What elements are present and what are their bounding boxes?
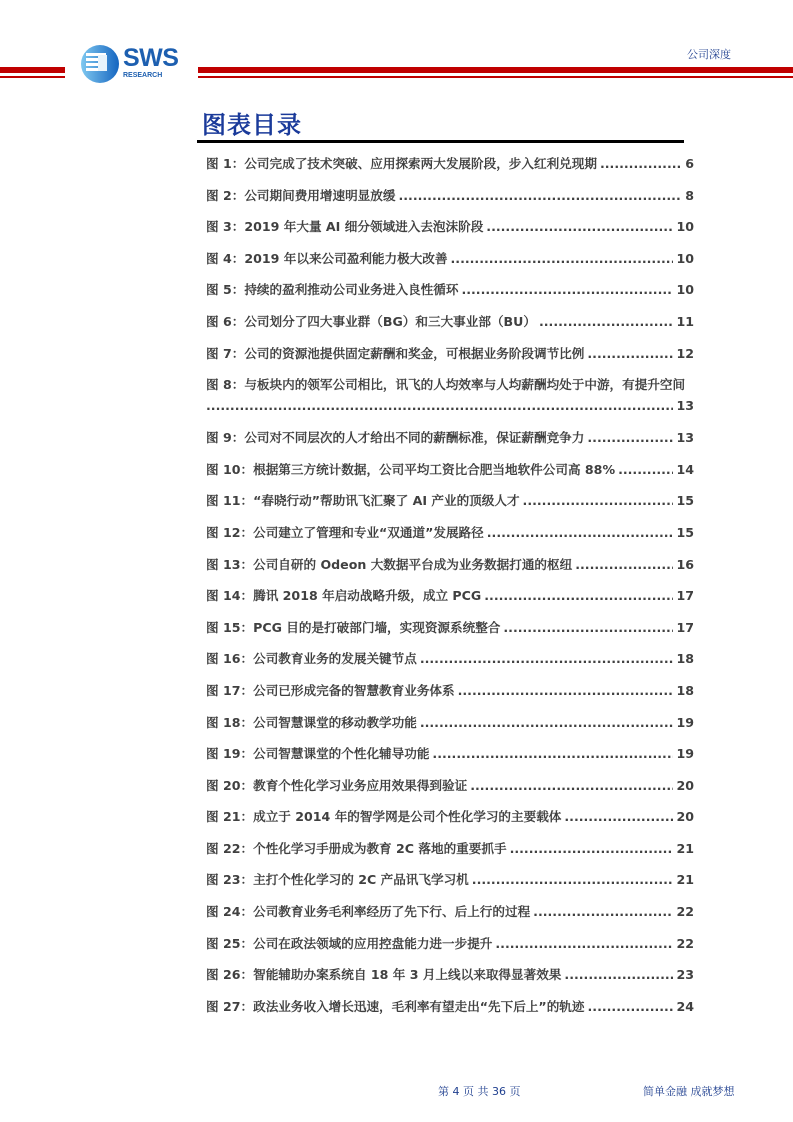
toc-entry-page: 15 [676, 524, 694, 540]
toc-entry-label: 图 5：持续的盈利推动公司业务进入良性循环 [206, 282, 459, 298]
toc-entry[interactable] [206, 186, 694, 218]
toc-entry-page: 13 [676, 430, 694, 446]
toc-entry-label: 图 12：公司建立了管理和专业“双通道”发展路径 [206, 524, 484, 540]
toc-entry[interactable] [206, 681, 694, 713]
toc-entry-page: 17 [676, 619, 694, 635]
toc-leader-dots [533, 902, 673, 922]
toc-leader-dots [432, 744, 673, 764]
toc-entry-label: 图 24：公司教育业务毛利率经历了先下行、后上行的过程 [206, 904, 531, 920]
toc-entry-label: 图 23：主打个性化学习的 2C 产品讯飞学习机 [206, 872, 469, 888]
toc-entry-label: 图 3：2019 年大量 AI 细分领域进入去泡沫阶段 [206, 219, 484, 235]
report-type-tag: 公司深度 [687, 48, 731, 61]
sws-logo [80, 44, 185, 84]
toc-entry-page: 19 [676, 746, 694, 762]
toc-entry[interactable] [206, 217, 694, 249]
toc-entry-page: 14 [676, 461, 694, 477]
toc-entry[interactable] [206, 555, 694, 587]
toc-entry-label: 图 13：公司自研的 Odeon 大数据平台成为业务数据打通的枢纽 [206, 556, 573, 572]
toc-entry[interactable] [206, 428, 694, 460]
toc-leader-dots [588, 997, 674, 1017]
toc-entry-page: 23 [676, 967, 694, 983]
toc-entry-page: 16 [676, 556, 694, 572]
toc-entry[interactable] [206, 839, 694, 871]
toc-entry[interactable] [206, 807, 694, 839]
toc-entry-page: 21 [676, 840, 694, 856]
toc-leader-dots [587, 344, 673, 364]
toc-entry[interactable] [206, 523, 694, 555]
toc-entry-label: 图 7：公司的资源池提供固定薪酬和奖金，可根据业务阶段调节比例 [206, 345, 585, 361]
toc-leader-dots [451, 249, 674, 269]
toc-entry[interactable] [206, 154, 694, 186]
toc-entry[interactable] [206, 744, 694, 776]
toc-entry-label: 图 9：公司对不同层次的人才给出不同的薪酬标准，保证薪酬竞争力 [206, 430, 585, 446]
toc-entry[interactable] [206, 902, 694, 934]
toc-leader-dots [587, 428, 673, 448]
toc-entry-page: 21 [676, 872, 694, 888]
toc-leader-dots [510, 839, 674, 859]
toc-entry-label: 图 15：PCG 目的是打破部门墙，实现资源系统整合 [206, 619, 501, 635]
toc-leader-dots [486, 217, 673, 237]
toc-entry-page: 22 [676, 935, 694, 951]
toc-entry-page: 12 [676, 345, 694, 361]
toc-leader-dots [564, 965, 673, 985]
toc-entry-page: 18 [676, 682, 694, 698]
toc-entry-page: 10 [676, 282, 694, 298]
toc-entry-label: 图 8：与板块内的领军公司相比，讯飞的人均效率与人均薪酬均处于中游，有提升空间 [206, 377, 686, 393]
figure-toc-list [206, 154, 694, 1028]
toc-entry-page: 6 [685, 156, 694, 171]
toc-entry-page: 20 [676, 777, 694, 793]
toc-leader-dots [472, 870, 674, 890]
toc-entry[interactable] [206, 934, 694, 966]
toc-entry[interactable] [206, 491, 694, 523]
toc-entry-page: 13 [676, 398, 694, 414]
page-title: 图表目录 [202, 111, 302, 139]
toc-leader-dots [575, 555, 673, 575]
logo-text: SWS [123, 44, 179, 72]
toc-leader-dots [503, 618, 673, 638]
toc-entry-page: 19 [676, 714, 694, 730]
toc-leader-dots [420, 713, 674, 733]
logo-subtext: RESEARCH [123, 72, 163, 79]
toc-leader-dots [470, 776, 673, 796]
toc-entry[interactable] [206, 618, 694, 650]
toc-entry-page: 22 [676, 904, 694, 920]
header-rule-left [0, 67, 65, 73]
toc-leader-dots [539, 312, 673, 332]
toc-entry[interactable] [206, 586, 694, 618]
toc-leader-dots [487, 523, 674, 543]
toc-leader-dots [618, 460, 673, 480]
toc-entry[interactable] [206, 649, 694, 681]
toc-entry-page: 18 [676, 651, 694, 667]
toc-entry-label: 图 27：政法业务收入增长迅速，毛利率有望走出“先下后上”的轨迹 [206, 998, 585, 1014]
toc-entry-label: 图 16：公司教育业务的发展关键节点 [206, 651, 417, 667]
toc-entry[interactable] [206, 280, 694, 312]
toc-leader-dots [600, 154, 682, 174]
toc-leader-dots [523, 491, 674, 511]
toc-entry-label: 图 10：根据第三方统计数据，公司平均工资比合肥当地软件公司高 88% [206, 461, 616, 477]
toc-entry-label: 图 20：教育个性化学习业务应用效果得到验证 [206, 777, 468, 793]
toc-entry-label: 图 25：公司在政法领域的应用控盘能力进一步提升 [206, 935, 493, 951]
toc-entry-label: 图 17：公司已形成完备的智慧教育业务体系 [206, 682, 455, 698]
toc-entry-page: 24 [676, 998, 694, 1014]
footer-slogan: 简单金融 成就梦想 [643, 1085, 735, 1098]
toc-entry[interactable] [206, 312, 694, 344]
toc-leader-dots [398, 186, 682, 206]
toc-entry-label: 图 22：个性化学习手册成为教育 2C 落地的重要抓手 [206, 840, 507, 856]
toc-entry-label: 图 2：公司期间费用增速明显放缓 [206, 187, 396, 203]
toc-entry-label: 图 26：智能辅助办案系统自 18 年 3 月上线以来取得显著效果 [206, 967, 562, 983]
toc-leader-dots [484, 586, 673, 606]
toc-entry-page: 10 [676, 219, 694, 235]
toc-entry-page: 11 [676, 313, 694, 329]
toc-entry-page: 17 [676, 588, 694, 604]
toc-entry[interactable] [206, 776, 694, 808]
toc-entry[interactable] [206, 965, 694, 997]
toc-leader-dots [461, 280, 673, 300]
toc-entry-label: 图 18：公司智慧课堂的移动教学功能 [206, 714, 417, 730]
header-rule-right-thin [198, 76, 793, 78]
toc-entry-label: 图 11：“春晓行动”帮助讯飞汇聚了 AI 产业的顶级人才 [206, 493, 520, 509]
toc-leader-dots [495, 934, 673, 954]
toc-entry-label: 图 6：公司划分了四大事业群（BG）和三大事业部（BU） [206, 313, 536, 329]
toc-entry-label: 图 1：公司完成了技术突破、应用探索两大发展阶段，步入红利兑现期 [206, 156, 597, 171]
toc-entry-label: 图 4：2019 年以来公司盈利能力极大改善 [206, 250, 448, 266]
header-rule-left-thin [0, 76, 65, 78]
toc-entry-label: 图 21：成立于 2014 年的智学网是公司个性化学习的主要载体 [206, 809, 562, 825]
toc-entry[interactable] [206, 997, 694, 1029]
toc-leader-dots [458, 681, 674, 701]
toc-entry[interactable] [206, 375, 694, 428]
toc-entry-page: 20 [676, 809, 694, 825]
toc-entry-label: 图 14：腾讯 2018 年启动战略升级，成立 PCG [206, 588, 482, 604]
toc-entry[interactable] [206, 460, 694, 492]
toc-entry-page: 10 [676, 250, 694, 266]
toc-entry-page: 15 [676, 493, 694, 509]
sws-logo-icon [80, 44, 120, 84]
toc-entry[interactable] [206, 870, 694, 902]
toc-entry-label: 图 19：公司智慧课堂的个性化辅导功能 [206, 746, 430, 762]
toc-entry[interactable] [206, 344, 694, 376]
toc-leader-dots [420, 649, 674, 669]
title-divider [197, 140, 684, 143]
page-number: 第 4 页 共 36 页 [438, 1085, 521, 1098]
toc-leader-dots [206, 396, 673, 416]
toc-entry-page: 8 [685, 187, 694, 203]
toc-entry[interactable] [206, 249, 694, 281]
toc-entry[interactable] [206, 713, 694, 745]
header-rule-right [198, 67, 793, 73]
toc-leader-dots [564, 807, 673, 827]
